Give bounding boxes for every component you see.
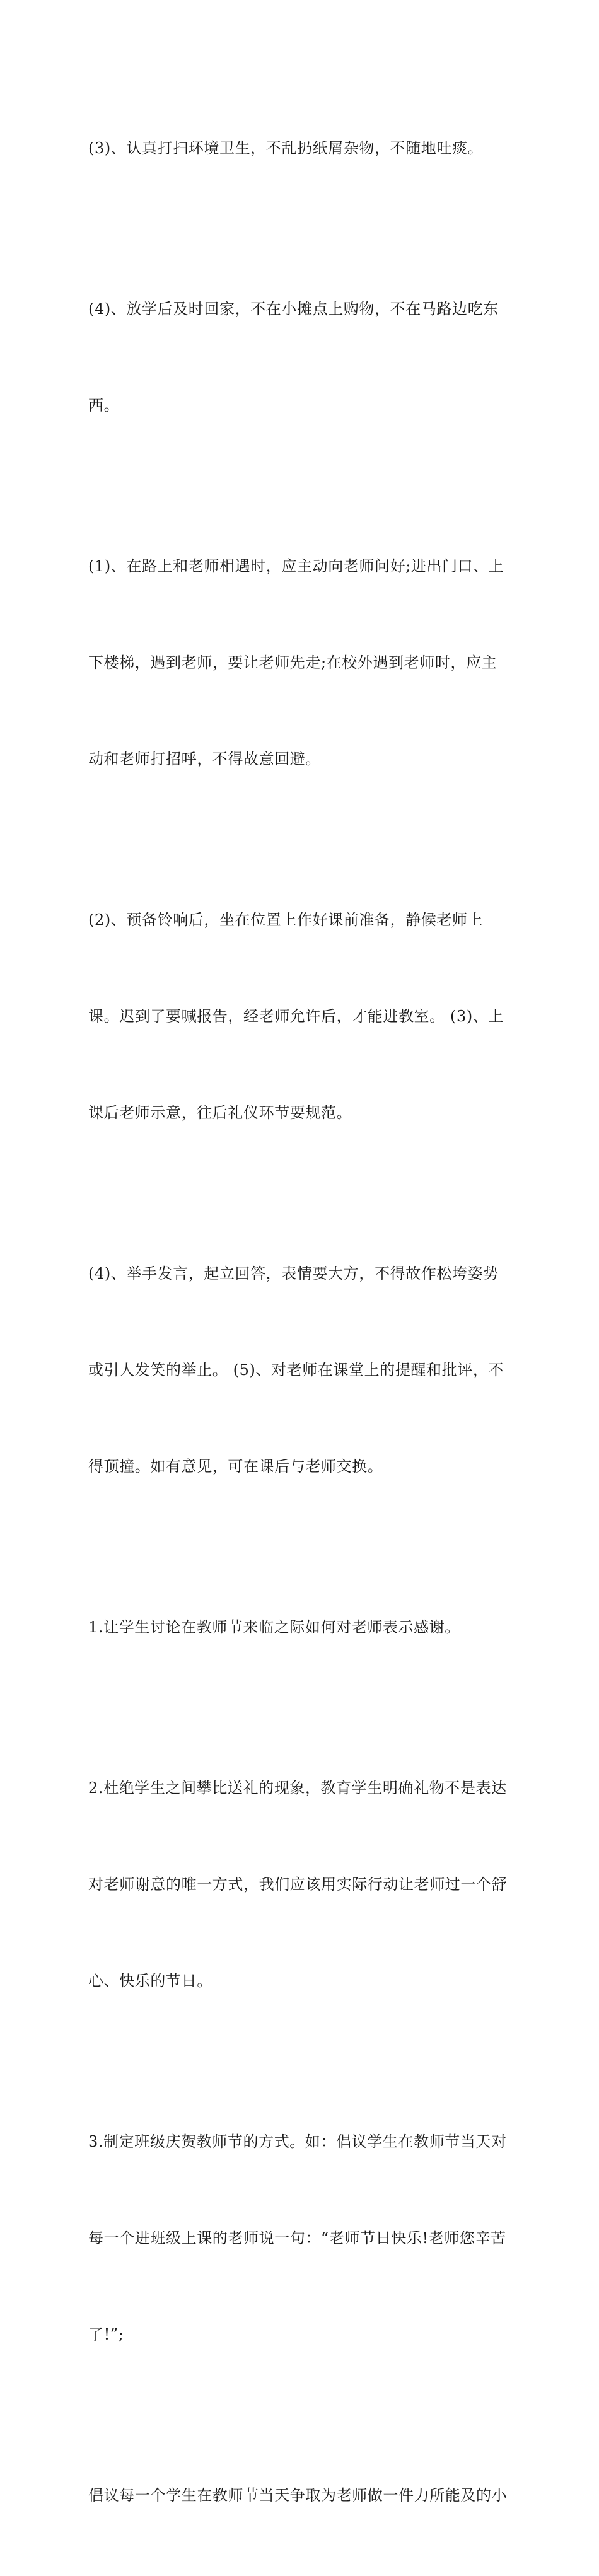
paragraph-class-preparation <box>88 840 512 1193</box>
text-line: 对老师谢意的唯一方式，我们应该用实际行动让老师过一个舒 <box>88 1876 508 1893</box>
paragraph-proposal <box>88 2415 512 2576</box>
paragraph-after-school <box>88 229 512 486</box>
text-line: (3)、认真打扫环境卫生，不乱扔纸屑杂物，不随地吐痰。 <box>88 139 484 157</box>
paragraph-item-1 <box>88 1547 512 1708</box>
text-line: 课后老师示意，往后礼仪环节要规范。 <box>88 1104 352 1122</box>
text-line: 动和老师打招呼，不得故意回避。 <box>88 750 321 768</box>
text-line: 下楼梯，遇到老师，要让老师先走;在校外遇到老师时，应主 <box>88 654 497 671</box>
text-line: (2)、预备铃响后，坐在位置上作好课前准备，静候老师上 <box>88 911 484 929</box>
text-line: 或引人发笑的举止。 (5)、对老师在课堂上的提醒和批评，不 <box>88 1361 504 1379</box>
paragraph-classroom-conduct <box>88 1193 512 1547</box>
text-line: 倡议每一个学生在教师节当天争取为老师做一件力所能及的小 <box>88 2486 508 2504</box>
text-line: 2.杜绝学生之间攀比送礼的现象，教育学生明确礼物不是表达 <box>88 1779 507 1797</box>
text-line: 每一个进班级上课的老师说一句：“老师节日快乐!老师您辛苦 <box>88 2229 506 2247</box>
text-line: 课。迟到了要喊报告，经老师允许后，才能进教室。 (3)、上 <box>88 1007 504 1025</box>
paragraph-item-3 <box>88 2062 512 2415</box>
text-line: 得顶撞。如有意见，可在课后与老师交换。 <box>88 1458 383 1475</box>
paragraph-item-2 <box>88 1708 512 2062</box>
text-line: 西。 <box>88 397 120 414</box>
text-line: (4)、放学后及时回家，不在小摊点上购物，不在马路边吃东 <box>88 300 499 318</box>
paragraph-hygiene <box>88 68 512 229</box>
text-line: (1)、在路上和老师相遇时，应主动向老师问好;进出门口、上 <box>88 557 504 575</box>
text-line: 心、快乐的节日。 <box>88 1972 212 1990</box>
text-line: (4)、举手发言，起立回答，表情要大方，不得故作松垮姿势 <box>88 1265 499 1282</box>
paragraph-greeting-teachers <box>88 486 512 840</box>
text-line: 3.制定班级庆贺教师节的方式。如：倡议学生在教师节当天对 <box>88 2133 507 2150</box>
text-line: 了!”; <box>88 2326 124 2343</box>
document-body <box>88 68 512 2576</box>
text-line: 1.让学生讨论在教师节来临之际如何对老师表示感谢。 <box>88 1618 460 1636</box>
